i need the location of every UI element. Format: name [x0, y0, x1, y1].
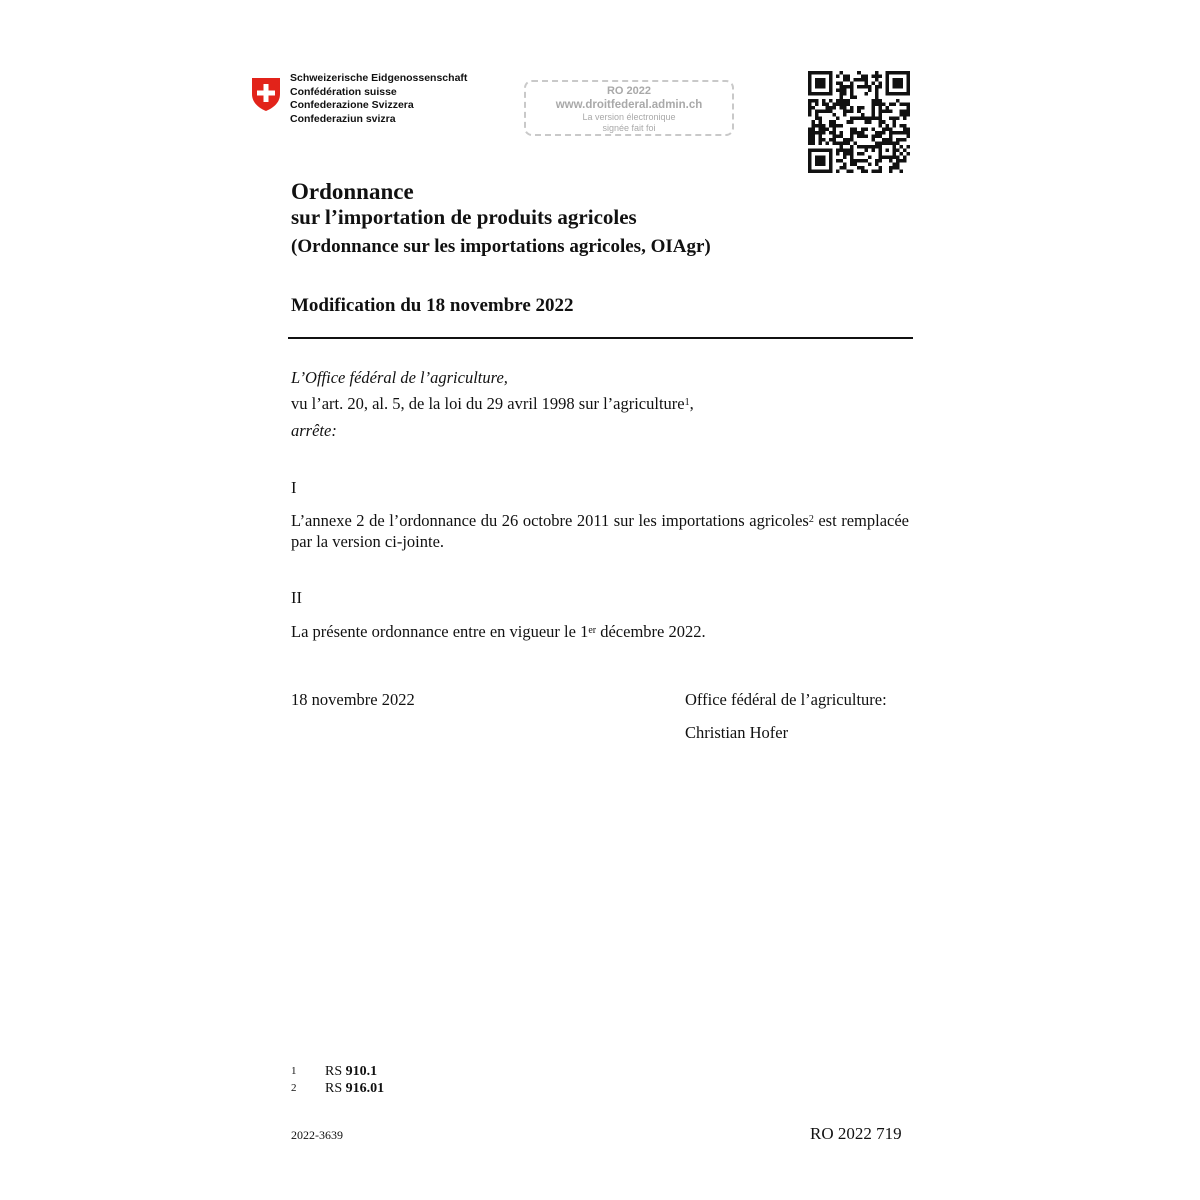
confederation-names — [290, 72, 467, 126]
footnote-item — [291, 1063, 384, 1080]
section-2-numeral: II — [291, 588, 302, 607]
electronic-version-stamp — [524, 80, 734, 136]
document-short-title: (Ordonnance sur les importations agricoles, OIAgr) — [291, 236, 711, 257]
stamp-ro: RO 2022 — [606, 85, 652, 97]
section-2-text-start: La présente ordonnance entre en vigueur le 1 — [291, 622, 589, 641]
signature-name: Christian Hofer — [685, 723, 789, 742]
footnote-prefix: RS — [325, 1081, 346, 1096]
superscript-er: er — [588, 625, 597, 636]
modification-date-heading: Modification du 18 novembre 2022 — [291, 295, 574, 316]
preamble-authority: L’Office fédéral de l’agriculture, — [291, 368, 508, 387]
swiss-cross-crest-icon — [250, 76, 282, 112]
section-1-numeral: I — [291, 478, 297, 497]
footnote-number: 1 — [291, 1065, 297, 1077]
signature-date: 18 novembre 2022 — [291, 690, 415, 709]
preamble-decree: arrête: — [291, 421, 337, 440]
section-1-text-start: L’annexe 2 de l’ordonnance du 26 octobre 2011 sur les importations agricoles — [291, 511, 809, 530]
footnote-ref: 910.1 — [345, 1064, 378, 1079]
title-divider — [288, 337, 913, 339]
preamble-basis-text: vu l’art. 20, al. 5, de la loi du 29 avril 1998 sur l’agriculture — [291, 394, 685, 413]
footnote-text — [325, 1063, 377, 1080]
section-1-text-end: est remplacée par la version ci-jointe. — [291, 511, 909, 551]
footnote-text — [325, 1080, 384, 1097]
stamp-note-2: signée fait foi — [602, 123, 656, 133]
footnote-prefix: RS — [325, 1064, 346, 1079]
preamble-basis-end: , — [689, 394, 694, 413]
footnote-item — [291, 1080, 384, 1097]
stamp-url: www.droitfederal.admin.ch — [555, 99, 703, 111]
confederation-name-de: Schweizerische Eidgenossenschaft — [290, 72, 468, 84]
qr-code-icon — [808, 71, 910, 173]
section-2-text — [291, 621, 706, 642]
stamp-note-1: La version électronique — [582, 112, 676, 122]
footnote-ref: 916.01 — [345, 1081, 385, 1096]
footnote-number: 2 — [291, 1082, 297, 1094]
footnote-ref-2: 2 — [808, 514, 814, 525]
preamble-basis — [291, 393, 694, 414]
confederation-name-it: Confederazione Svizzera — [290, 99, 414, 111]
ro-reference: RO 2022 719 — [810, 1124, 902, 1143]
document-subtitle: sur l’importation de produits agricoles — [291, 205, 637, 229]
document-title: Ordonnance — [291, 179, 414, 204]
confederation-name-fr: Confédération suisse — [290, 85, 397, 98]
section-1-text — [291, 510, 909, 552]
footnotes — [291, 1063, 384, 1097]
section-2-text-end: décembre 2022. — [596, 622, 706, 641]
confederation-name-rm: Confederaziun svizra — [290, 112, 396, 125]
signature-office: Office fédéral de l’agriculture: — [685, 690, 887, 709]
document-id: 2022-3639 — [291, 1128, 343, 1142]
footnote-ref-1: 1 — [684, 397, 690, 408]
